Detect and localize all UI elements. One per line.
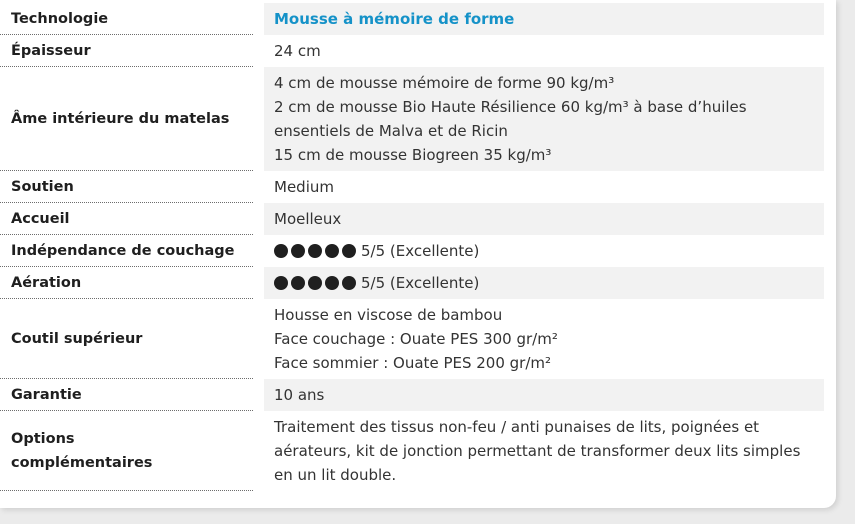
spec-row [0, 67, 836, 171]
spec-row [0, 171, 836, 203]
spec-label-text: Aération [11, 274, 82, 291]
spec-label-text: Garantie [11, 386, 82, 403]
spec-value [264, 35, 824, 67]
spec-label-text: Soutien [11, 178, 74, 195]
spec-label-text: Technologie [11, 10, 109, 27]
spec-value-line: 4 cm de mousse mémoire de forme 90 kg/m³ [274, 74, 615, 92]
spec-row [0, 235, 836, 267]
spec-value [264, 411, 824, 491]
spec-label [0, 411, 253, 491]
spec-value [264, 235, 824, 267]
spec-row [0, 267, 836, 299]
spec-value-line: Face sommier : Ouate PES 200 gr/m² [274, 354, 552, 372]
spec-row [0, 35, 836, 67]
spec-row [0, 299, 836, 379]
spec-label-text: Épaisseur [11, 42, 91, 59]
spec-value-line: en un lit double. [274, 466, 397, 484]
rating-dot-icon [291, 244, 305, 258]
rating-dot-icon [291, 276, 305, 290]
rating [274, 239, 814, 263]
rating-dot-icon [308, 244, 322, 258]
spec-row [0, 411, 836, 491]
spec-value [264, 3, 824, 35]
spec-label [0, 267, 253, 299]
spec-label-line: Options [11, 430, 75, 447]
spec-row [0, 3, 836, 35]
spec-label-text: Indépendance de couchage [11, 242, 235, 259]
rating-dots [274, 244, 356, 258]
spec-value-line: Moelleux [274, 210, 342, 228]
rating-dot-icon [308, 276, 322, 290]
spec-value-line: aérateurs, kit de jonction permettant de transformer deux lits simples [274, 442, 801, 460]
spec-value-line: Traitement des tissus non-feu / anti punaises de lits, poignées et [274, 418, 760, 436]
rating-dot-icon [342, 244, 356, 258]
spec-label [0, 171, 253, 203]
spec-value-line: 10 ans [274, 386, 325, 404]
spec-value-line: Medium [274, 178, 334, 196]
spec-label [0, 379, 253, 411]
rating-dot-icon [274, 276, 288, 290]
spec-value-line: Housse en viscose de bambou [274, 306, 503, 324]
spec-value-line: 15 cm de mousse Biogreen 35 kg/m³ [274, 146, 552, 164]
spec-label [0, 67, 253, 171]
spec-label-text: Accueil [11, 210, 70, 227]
spec-label [0, 203, 253, 235]
spec-label [0, 235, 253, 267]
spec-value [264, 67, 824, 171]
spec-value [264, 171, 824, 203]
rating-dot-icon [342, 276, 356, 290]
spec-value-line: Mousse à mémoire de forme [274, 10, 515, 28]
rating-dot-icon [274, 244, 288, 258]
spec-label-text: Coutil supérieur [11, 330, 143, 347]
spec-value [264, 203, 824, 235]
spec-label-line: complémentaires [11, 454, 153, 471]
spec-label [0, 299, 253, 379]
spec-value [264, 267, 824, 299]
spec-label [0, 3, 253, 35]
rating-dot-icon [325, 244, 339, 258]
rating-dot-icon [325, 276, 339, 290]
spec-value-line: 2 cm de mousse Bio Haute Résilience 60 kg/m³ à base d’huiles [274, 98, 747, 116]
rating-text: 5/5 (Excellente) [361, 274, 480, 292]
spec-row [0, 203, 836, 235]
spec-label [0, 35, 253, 67]
spec-table [0, 3, 836, 491]
spec-value [264, 299, 824, 379]
spec-value-line: 24 cm [274, 42, 321, 60]
spec-value-line: ensentiels de Malva et de Ricin [274, 122, 508, 140]
rating-text: 5/5 (Excellente) [361, 242, 480, 260]
spec-label-text: Âme intérieure du matelas [11, 110, 230, 127]
spec-row [0, 379, 836, 411]
rating-dots [274, 276, 356, 290]
rating [274, 271, 814, 295]
spec-value-line: Face couchage : Ouate PES 300 gr/m² [274, 330, 558, 348]
spec-value [264, 379, 824, 411]
